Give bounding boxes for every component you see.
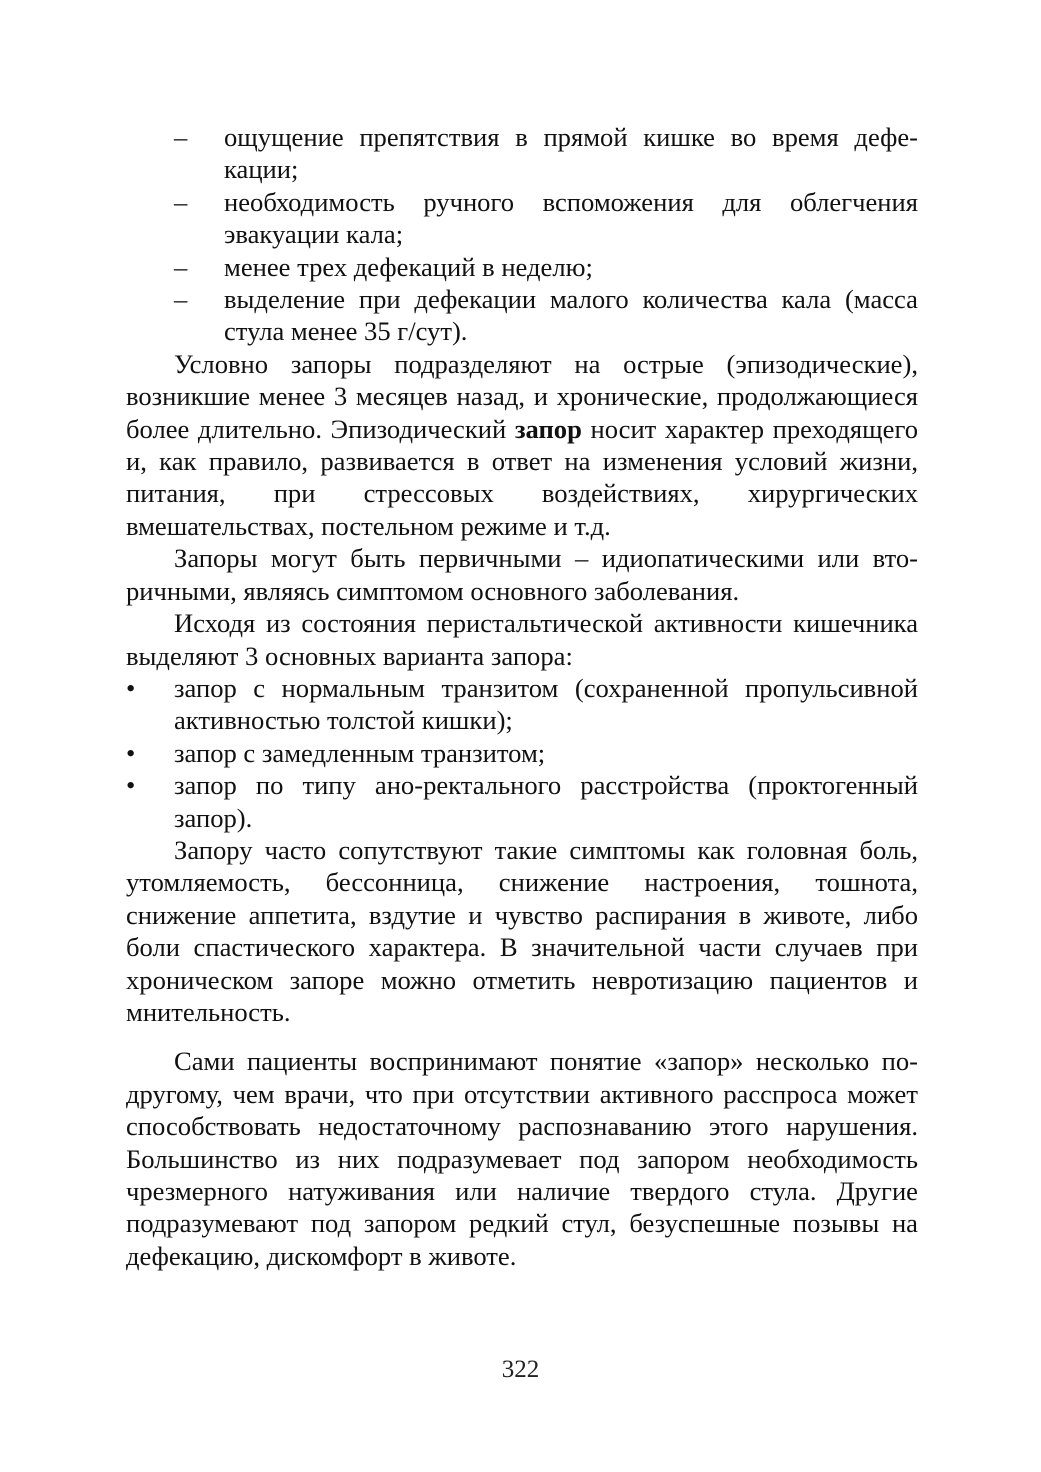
list-item: [126, 121, 918, 186]
list-item: [126, 251, 918, 283]
list-item-text: запор с нормальным транзитом (сохраненной пропульсивной активностью толстой кишки);: [174, 672, 918, 736]
paragraph-text: Условно запоры подразделяют на острые (эпизодические), возникшие менее 3 месяцев назад, и хронические, продолжающиеся более длительно. Эпизодический: [126, 348, 918, 444]
list-item: [126, 737, 918, 769]
paragraph-symptoms: Запору часто сопутствуют такие симптомы как головная боль, утомляемость, бессонница, снижение настроения, тошнота, снижение аппетита, вздутие и чувство распирания в животе, либо боли спастического характера. В значительной части случаев при хроническом запоре можно отметить невротизацию пациентов и мнительность.: [126, 834, 918, 1027]
paragraph-variants-intro: Исходя из состояния перистальтической активности кишечника выделяют 3 основных варианта запора:: [126, 608, 918, 671]
list-item-text: запор с замедленным транзитом;: [174, 737, 546, 768]
paragraph-patient-perception: Сами пациенты воспринимают понятие «запор» несколько по-другому, чем врачи, что при отсутствии активного расспроса может способствовать недостаточному распознаванию этого нарушения. Большинство из них подразумевает под запором необходимость чрезмерного натуживания или наличие твердого стула. Другие подразумевают под запором редкий стул, безуспешные позывы на дефекацию, дискомфорт в животе.: [126, 1046, 918, 1271]
paragraph-constipation-classification: [126, 348, 918, 542]
bullet-marker: •: [126, 737, 136, 768]
dash-marker: –: [174, 251, 188, 282]
dash-marker: –: [174, 186, 188, 217]
list-item: [126, 769, 918, 834]
bullet-marker: •: [126, 672, 136, 703]
page-number: 322: [501, 1356, 540, 1383]
paragraph-primary-secondary: Запоры могут быть первичными – идиопатическими или вторичными, являясь симптомом основного заболевания.: [126, 543, 918, 606]
bold-term: запор: [514, 413, 582, 444]
list-item: [126, 672, 918, 737]
dash-list: [126, 121, 918, 348]
list-item-text: менее трех дефекаций в неделю;: [224, 251, 593, 282]
bullet-list: [126, 672, 918, 834]
paragraph-text: носит характер преходящего и, как правило, развивается в ответ на изменения условий жизни, питания, при стрессовых воздействиях, хирургических вмешательствах, постельном режиме и т.д.: [126, 413, 918, 541]
list-item-text: ощущение препятствия в прямой кишке во время дефекации;: [224, 122, 918, 185]
dash-marker: –: [174, 122, 188, 152]
list-item-text: запор по типу ано-ректального расстройства (проктогенный запор).: [174, 770, 918, 833]
list-item-text: выделение при дефекации малого количества кала (масса стула менее 35 г/сут).: [224, 284, 918, 347]
list-item: [126, 186, 918, 251]
dash-marker: –: [174, 284, 188, 315]
bullet-marker: •: [126, 770, 136, 801]
list-item-text: необходимость ручного вспоможения для облегчения эвакуации кала;: [224, 186, 918, 250]
list-item: [126, 283, 918, 348]
page-body: [126, 121, 918, 1272]
